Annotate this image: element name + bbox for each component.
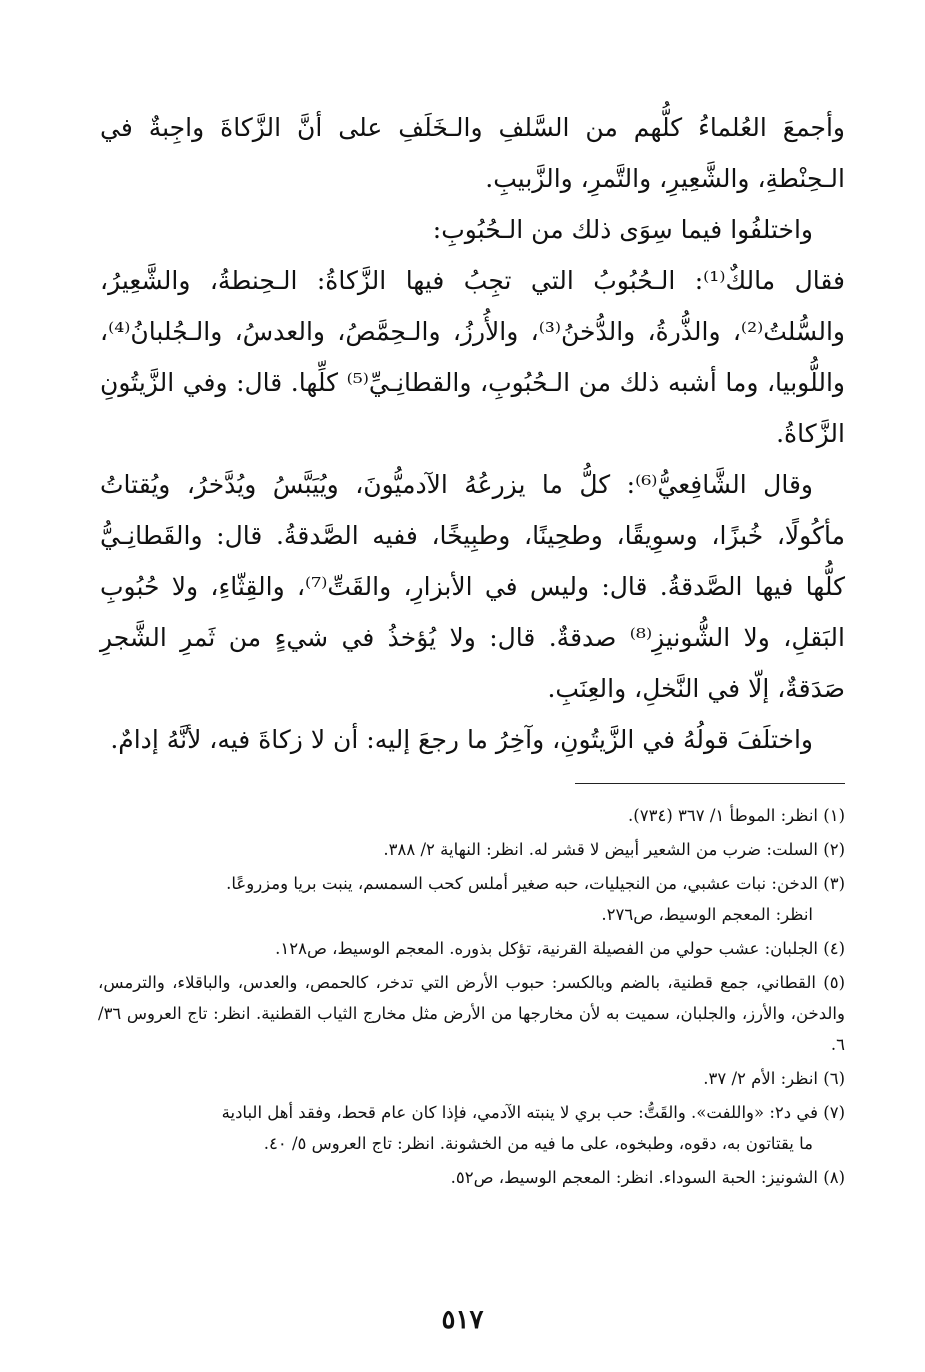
footnotes-block (98, 800, 845, 1196)
footnote-2 (98, 834, 845, 865)
footnote-continuation: ما يقتاتون به، دقوه، وطبخوه، على ما فيه من الخشونة. انظر: تاج العروس ٥/ ٤٠. (263, 1134, 813, 1153)
footnote-text: (٥) القطاني، جمع قطنية، بالضم وبالكسر: حبوب الأرض التي تدخر، كالحمص، والعدس، والباقلاء، والترمس، والدخن، والأرز، والجلبان، سميت به لأن مخارجها من الأرض مثل مخارج الثياب القطنية. انظر: تاج العروس ٣٦/ ٦. (98, 973, 845, 1054)
paragraph-olives: واختلَفَ قولُهُ في الزَّيتُونِ، وآخِرُ ما رجعَ إليه: أن لا زكاةَ فيه، لأنَّهُ إدامٌ. (110, 725, 813, 754)
footnote-text: (٧) في د٢: «واللفت». والقَتُّ: حب بري لا ينبته الآدمي، فإذا كان عام قحط، وفقد أهل البادية (221, 1103, 845, 1122)
footnote-continuation: انظر: المعجم الوسيط، ص٢٧٦. (601, 905, 813, 924)
footnote-8 (98, 1162, 845, 1193)
footnote-6 (98, 1063, 845, 1094)
paragraph-disagreement: واختلفُوا فيما سِوَى ذلك من الـحُبُوبِ: (432, 215, 813, 244)
footnote-text: (٦) انظر: الأم ٢/ ٣٧. (703, 1069, 845, 1088)
footnote-5 (98, 967, 845, 1060)
paragraph-shafii: وقال الشَّافِعيُّ⁽⁶⁾: كلُّ ما يزرعُهُ الآدميُّونَ، ويُيَبَّسُ ويُدَّخرُ، ويُقتاتُ مأكُولًا، خُبزًا، وسوِيقًا، وطحِينًا، وطبِيخًا، ففيه الصَّدقةُ. قال: والقَطانِـيُّ كلُّها فيها الصَّدقةُ. قال: وليس في الأبزارِ، والقَتِّ⁽⁷⁾، والقِثّاءِ، ولا حُبُوبِ البَقلِ، ولا الشُّونيزِ⁽⁸⁾ صدقةٌ. قال: ولا يُؤخذُ في شيءٍ من ثَمرِ الشَّجرِ صَدَقةٌ، إلّا في النَّخلِ، والعِنَبِ. (100, 470, 845, 703)
footnote-text: (٣) الدخن: نبات عشبي، من النجيليات، حبه صغير أملس كحب السمسم، ينبت بريا ومزروعًا. (226, 874, 845, 893)
footnote-1 (98, 800, 845, 831)
footnote-text: (٢) السلت: ضرب من الشعير أبيض لا قشر له. انظر: النهاية ٢/ ٣٨٨. (383, 840, 845, 859)
footnote-text: (١) انظر: الموطأ ١/ ٣٦٧ (٧٣٤). (628, 806, 845, 825)
footnote-text: (٤) الجلبان: عشب حولي من الفصيلة القرنية، تؤكل بذوره. المعجم الوسيط، ص١٢٨. (275, 939, 845, 958)
footnote-4 (98, 933, 845, 964)
main-text-block (100, 102, 845, 765)
footnote-3 (98, 868, 845, 930)
paragraph-malik: فقال مالكٌ⁽¹⁾: الـحُبُوبُ التي تجِبُ فيها الزَّكاةُ: الـحِنطةُ، والشَّعِيرُ، والسُّلتُ⁽²⁾، والذُّرةُ، والدُّخنُ⁽³⁾، والأُرزُ، والـحِمَّصُ، والعدسُ، والـجُلبانُ⁽⁴⁾، واللُّوبيا، وما أشبه ذلك من الـحُبُوبِ، والقطانِـيِّ⁽⁵⁾ كلِّها. قال: وفي الزَّيتُونِ الزَّكاةُ. (100, 266, 845, 448)
paragraph-consensus: وأجمعَ العُلماءُ كلُّهم من السَّلفِ والـخَلَفِ على أنَّ الزَّكاةَ واجِبةٌ في الـحِنْطةِ، والشَّعِيرِ، والتَّمرِ، والزَّبيبِ. (100, 113, 845, 193)
footnote-7 (98, 1097, 845, 1159)
footnote-text: (٨) الشونيز: الحبة السوداء. انظر: المعجم الوسيط، ص٥٢. (450, 1168, 845, 1187)
footnote-divider (575, 783, 845, 784)
page-number: ٥١٧ (441, 1305, 484, 1335)
